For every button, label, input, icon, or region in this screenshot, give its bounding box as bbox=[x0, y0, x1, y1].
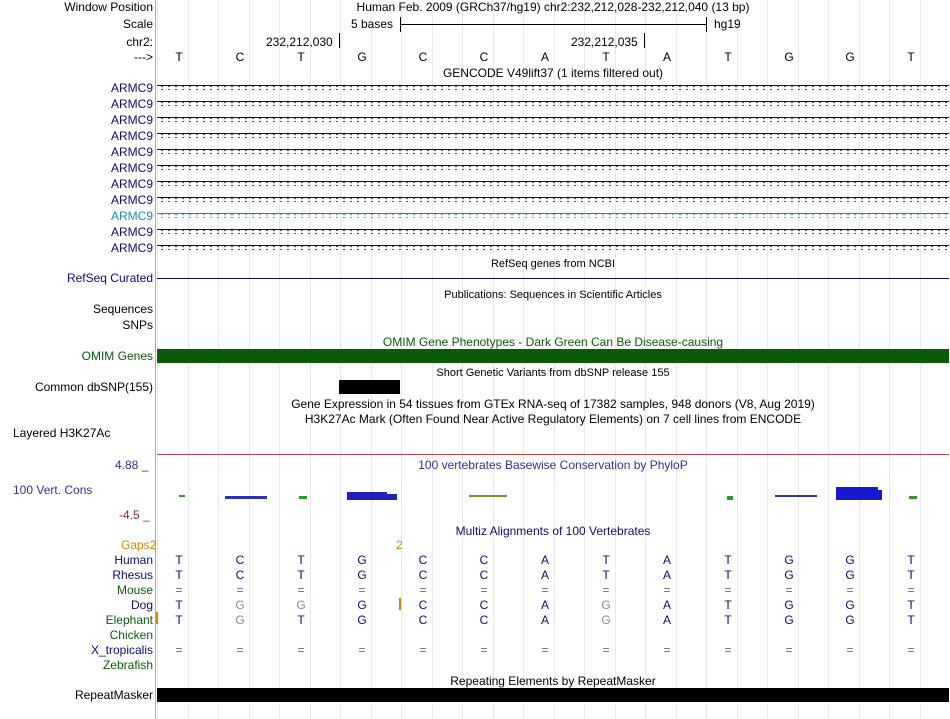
species-label[interactable]: Zebrafish bbox=[102, 658, 153, 672]
alignment-base: C bbox=[418, 553, 428, 567]
phylop-g-glyph bbox=[347, 492, 397, 500]
gencode-gene-label[interactable]: ARMC9 bbox=[110, 241, 153, 255]
alignment-base: G bbox=[235, 598, 245, 612]
alignment-base: G bbox=[357, 553, 367, 567]
scale-label: Scale bbox=[122, 17, 153, 31]
alignment-base: T bbox=[724, 568, 732, 582]
alignment-base: G bbox=[357, 613, 367, 627]
multiz-gaps-label: Gaps2 bbox=[121, 538, 157, 552]
alignment-base: = bbox=[297, 583, 305, 597]
alignment-base: C bbox=[418, 613, 428, 627]
alignment-base: T bbox=[907, 568, 915, 582]
gencode-transcript-line[interactable] bbox=[157, 213, 949, 218]
alignment-base: A bbox=[662, 598, 671, 612]
reference-base: C bbox=[418, 50, 428, 64]
gencode-transcript-line[interactable] bbox=[157, 245, 949, 250]
alignment-base: G bbox=[357, 568, 367, 582]
alignment-base: = bbox=[785, 643, 793, 657]
snps-label[interactable]: SNPs bbox=[122, 318, 153, 332]
gencode-transcript-line[interactable] bbox=[157, 229, 949, 234]
phylop-track-label[interactable]: 100 Vert. Cons bbox=[13, 483, 93, 497]
alignment-base: T bbox=[907, 553, 915, 567]
alignment-base: C bbox=[418, 598, 428, 612]
alignment-base: C bbox=[479, 613, 489, 627]
alignment-base: A bbox=[540, 568, 549, 582]
alignment-base: = bbox=[419, 643, 427, 657]
alignment-base: A bbox=[540, 553, 549, 567]
alignment-base: T bbox=[297, 553, 305, 567]
alignment-base: G bbox=[784, 598, 794, 612]
alignment-base: = bbox=[541, 643, 549, 657]
alignment-base: = bbox=[541, 583, 549, 597]
reference-base: G bbox=[784, 50, 794, 64]
gencode-transcript-line[interactable] bbox=[157, 181, 949, 186]
alignment-base: T bbox=[724, 613, 732, 627]
phylop-min-label: -4.5 _ bbox=[119, 508, 150, 522]
window-position-text: Human Feb. 2009 (GRCh37/hg19) chr2:232,212,028-232,212,040 (13 bp) bbox=[356, 0, 750, 14]
gencode-gene-label[interactable]: ARMC9 bbox=[110, 177, 153, 191]
repeatmasker-track-label[interactable]: RepeatMasker bbox=[74, 688, 153, 702]
alignment-base: C bbox=[235, 553, 245, 567]
position-tick-label-a: 232,212,030 bbox=[266, 35, 333, 49]
dbsnp-track-label[interactable]: Common dbSNP(155) bbox=[34, 380, 153, 394]
alignment-base: T bbox=[297, 613, 305, 627]
h3k27ac-baseline bbox=[157, 454, 949, 455]
gencode-transcript-line[interactable] bbox=[157, 149, 949, 154]
alignment-base: = bbox=[236, 583, 244, 597]
alignment-base: A bbox=[540, 613, 549, 627]
gencode-gene-label[interactable]: ARMC9 bbox=[110, 161, 153, 175]
multiz-gaps-count: 2 bbox=[396, 538, 403, 552]
alignment-base: = bbox=[419, 583, 427, 597]
alignment-base: A bbox=[662, 613, 671, 627]
alignment-base: T bbox=[907, 613, 915, 627]
phylop-mark bbox=[225, 496, 267, 499]
refseq-track-label[interactable]: RefSeq Curated bbox=[66, 271, 153, 285]
phylop-g-glyph bbox=[836, 487, 882, 500]
alignment-base: T bbox=[175, 598, 183, 612]
species-label[interactable]: Dog bbox=[130, 598, 153, 612]
species-label[interactable]: Human bbox=[114, 553, 153, 567]
gap-marker-dog bbox=[399, 598, 401, 610]
phylop-mark bbox=[775, 495, 817, 497]
alignment-base: = bbox=[358, 583, 366, 597]
gtex-track-title: Gene Expression in 54 tissues from GTEx RNA-seq of 17382 samples, 948 donors (V8, Aug 2019) bbox=[291, 397, 815, 411]
species-label[interactable]: Chicken bbox=[109, 628, 153, 642]
species-label[interactable]: X_tropicalis bbox=[90, 643, 153, 657]
alignment-base: C bbox=[479, 553, 489, 567]
reference-base: A bbox=[540, 50, 549, 64]
alignment-base: = bbox=[602, 643, 610, 657]
alignment-base: = bbox=[297, 643, 305, 657]
alignment-base: C bbox=[418, 568, 428, 582]
omim-track-title: OMIM Gene Phenotypes - Dark Green Can Be Disease-causing bbox=[382, 335, 724, 349]
gap-marker-elephant bbox=[156, 612, 158, 624]
alignment-base: = bbox=[785, 583, 793, 597]
alignment-base: = bbox=[907, 583, 915, 597]
position-tick-a bbox=[339, 33, 340, 48]
alignment-base: A bbox=[540, 598, 549, 612]
reference-base: A bbox=[662, 50, 671, 64]
alignment-base: G bbox=[601, 613, 611, 627]
position-tick-b bbox=[644, 33, 645, 48]
h3k27ac-track-label[interactable]: Layered H3K27Ac bbox=[13, 426, 111, 440]
reference-base: G bbox=[845, 50, 855, 64]
phylop-mark bbox=[727, 496, 733, 500]
alignment-base: G bbox=[357, 598, 367, 612]
reference-base: T bbox=[724, 50, 732, 64]
alignment-base: A bbox=[662, 553, 671, 567]
alignment-base: = bbox=[846, 583, 854, 597]
phylop-conservation-plot bbox=[157, 480, 949, 510]
gencode-gene-label[interactable]: ARMC9 bbox=[110, 209, 153, 223]
reference-base: G bbox=[357, 50, 367, 64]
phylop-mark bbox=[909, 496, 917, 499]
alignment-base: G bbox=[784, 613, 794, 627]
phylop-mark bbox=[299, 496, 307, 499]
position-tick-label-b: 232,212,035 bbox=[571, 35, 638, 49]
alignment-base: = bbox=[175, 643, 183, 657]
alignment-base: = bbox=[480, 643, 488, 657]
alignment-base: = bbox=[358, 643, 366, 657]
window-position-label: Window Position bbox=[64, 0, 153, 14]
gencode-gene-label[interactable]: ARMC9 bbox=[110, 225, 153, 239]
alignment-base: T bbox=[602, 553, 610, 567]
reference-base: T bbox=[907, 50, 915, 64]
alignment-base: G bbox=[235, 613, 245, 627]
alignment-base: = bbox=[602, 583, 610, 597]
alignment-base: T bbox=[724, 598, 732, 612]
gencode-transcript-line[interactable] bbox=[157, 165, 949, 170]
alignment-base: T bbox=[724, 553, 732, 567]
scale-bases-text: 5 bases bbox=[351, 17, 394, 31]
alignment-base: C bbox=[235, 568, 245, 582]
gencode-transcript-line[interactable] bbox=[157, 117, 949, 122]
gencode-gene-label[interactable]: ARMC9 bbox=[110, 113, 153, 127]
alignment-base: T bbox=[175, 613, 183, 627]
scale-bar-right-tick bbox=[706, 17, 707, 32]
gencode-gene-label[interactable]: ARMC9 bbox=[110, 193, 153, 207]
alignment-base: = bbox=[663, 583, 671, 597]
gencode-transcript-line[interactable] bbox=[157, 197, 949, 202]
species-label[interactable]: Elephant bbox=[105, 613, 153, 627]
omim-gene-bar[interactable] bbox=[157, 349, 949, 363]
alignment-base: = bbox=[175, 583, 183, 597]
multiz-track-title: Multiz Alignments of 100 Vertebrates bbox=[455, 524, 651, 538]
refseq-track-title: RefSeq genes from NCBI bbox=[490, 258, 616, 270]
strand-label: ---> bbox=[134, 50, 153, 64]
reference-base: T bbox=[175, 50, 183, 64]
alignment-base: G bbox=[845, 598, 855, 612]
alignment-base: G bbox=[296, 598, 306, 612]
alignment-base: C bbox=[479, 598, 489, 612]
scale-db-text: hg19 bbox=[714, 17, 741, 31]
gencode-transcript-line[interactable] bbox=[157, 101, 949, 106]
repeatmasker-track-title: Repeating Elements by RepeatMasker bbox=[450, 674, 656, 688]
alignment-base: G bbox=[845, 568, 855, 582]
reference-base: C bbox=[235, 50, 245, 64]
alignment-base: = bbox=[236, 643, 244, 657]
species-label[interactable]: Rhesus bbox=[112, 568, 153, 582]
phylop-mark bbox=[179, 495, 185, 497]
alignment-base: = bbox=[846, 643, 854, 657]
alignment-base: A bbox=[662, 568, 671, 582]
phylop-track-title: 100 vertebrates Basewise Conservation by PhyloP bbox=[418, 458, 688, 472]
alignment-base: = bbox=[724, 643, 732, 657]
alignment-base: T bbox=[907, 598, 915, 612]
dbsnp-track-title: Short Genetic Variants from dbSNP release 155 bbox=[436, 367, 670, 379]
alignment-base: = bbox=[724, 583, 732, 597]
gencode-transcript-line[interactable] bbox=[157, 133, 949, 138]
gencode-gene-label[interactable]: ARMC9 bbox=[110, 81, 153, 95]
phylop-max-label: 4.88 _ bbox=[115, 458, 149, 472]
species-label[interactable]: Mouse bbox=[116, 583, 153, 597]
alignment-base: G bbox=[845, 613, 855, 627]
alignment-base: = bbox=[663, 643, 671, 657]
dbsnp-variant-block[interactable] bbox=[339, 380, 400, 394]
alignment-base: T bbox=[297, 568, 305, 582]
chrom-label: chr2: bbox=[126, 35, 153, 49]
gencode-gene-label[interactable]: ARMC9 bbox=[110, 129, 153, 143]
refseq-gene-line[interactable] bbox=[157, 278, 949, 279]
omim-track-label[interactable]: OMIM Genes bbox=[81, 349, 153, 363]
reference-base: T bbox=[602, 50, 610, 64]
scale-bar bbox=[400, 24, 706, 25]
alignment-base: G bbox=[784, 553, 794, 567]
alignment-base: T bbox=[602, 568, 610, 582]
h3k27ac-track-title: H3K27Ac Mark (Often Found Near Active Regulatory Elements) on 7 cell lines from ENCODE bbox=[304, 412, 802, 426]
alignment-base: G bbox=[601, 598, 611, 612]
gencode-gene-label[interactable]: ARMC9 bbox=[110, 145, 153, 159]
phylop-mark bbox=[469, 495, 507, 497]
alignment-base: G bbox=[845, 553, 855, 567]
publications-track-title: Publications: Sequences in Scientific Articles bbox=[444, 289, 662, 301]
gencode-track-title: GENCODE V49lift37 (1 items filtered out) bbox=[442, 66, 664, 80]
gencode-gene-label[interactable]: ARMC9 bbox=[110, 97, 153, 111]
alignment-base: = bbox=[480, 583, 488, 597]
alignment-base: T bbox=[175, 553, 183, 567]
alignment-base: = bbox=[907, 643, 915, 657]
scale-bar-left-tick bbox=[400, 17, 401, 32]
alignment-base: T bbox=[175, 568, 183, 582]
reference-base: T bbox=[297, 50, 305, 64]
reference-base: C bbox=[479, 50, 489, 64]
alignment-base: C bbox=[479, 568, 489, 582]
alignment-base: G bbox=[784, 568, 794, 582]
repeatmasker-bar[interactable] bbox=[157, 688, 949, 702]
gencode-transcript-line[interactable] bbox=[157, 85, 949, 90]
publications-track-label[interactable]: Sequences bbox=[92, 302, 153, 316]
